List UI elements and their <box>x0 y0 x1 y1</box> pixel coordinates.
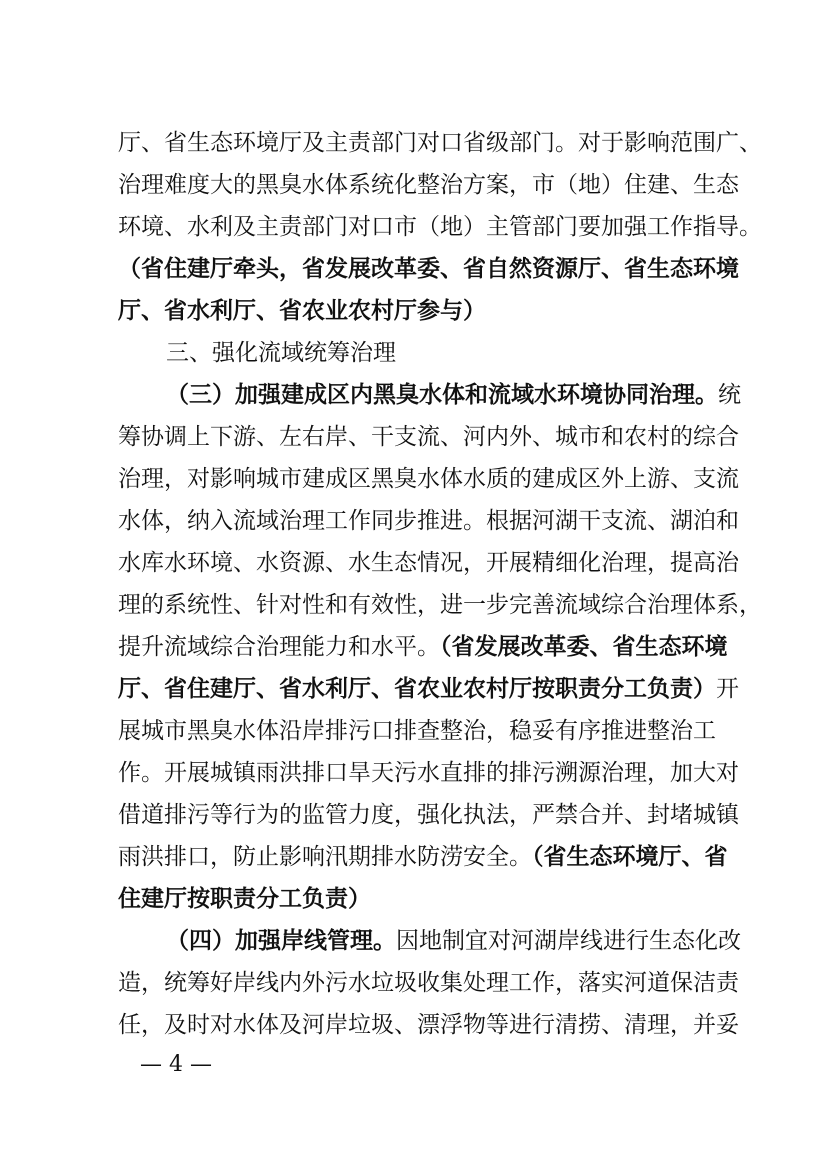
bold-text-span: 厅、省住建厅、省水利厅、省农业农村厅按职责分工负责） <box>118 675 716 702</box>
text-line <box>118 461 739 497</box>
text-line <box>118 293 712 329</box>
text-span: 开 <box>716 676 739 702</box>
text-line <box>118 545 739 581</box>
text-line <box>118 587 762 623</box>
bold-text-span: （省发展改革委、省生态环境 <box>440 633 728 660</box>
text-line <box>118 629 728 665</box>
text-span: 雨洪排口，防止影响汛期排水防涝安全。 <box>118 844 532 870</box>
text-line <box>118 209 762 245</box>
heading-text: 三、强化流域统筹治理 <box>166 340 396 366</box>
text-span: 水体，纳入流域治理工作同步推进。根据河湖干支流、湖泊和 <box>118 508 739 534</box>
bold-text-span: 住建厅按职责分工负责） <box>118 885 371 912</box>
text-line <box>166 377 741 413</box>
text-line <box>118 1007 739 1043</box>
text-line <box>118 797 739 833</box>
text-line <box>118 755 739 791</box>
text-span: 厅、省生态环境厅及主责部门对口省级部门。对于影响范围广、 <box>118 130 762 156</box>
bold-text-span: （省住建厅牵头，省发展改革委、省自然资源厅、省生态环境 <box>118 255 739 282</box>
text-span: 理的系统性、针对性和有效性，进一步完善流域综合治理体系， <box>118 592 762 618</box>
text-span: 造，统筹好岸线内外污水垃圾收集处理工作，落实河道保洁责 <box>118 970 739 996</box>
text-span: 提升流域综合治理能力和水平。 <box>118 634 440 660</box>
text-line <box>118 419 739 455</box>
text-line <box>118 251 739 287</box>
text-line <box>118 671 739 707</box>
text-line <box>118 881 712 917</box>
text-span: 水库水环境、水资源、水生态情况，开展精细化治理，提高治 <box>118 550 739 576</box>
bold-text-span: 厅、省水利厅、省农业农村厅参与） <box>118 297 486 324</box>
subsection-heading: （三）加强建成区内黑臭水体和流域水环境协同治理。 <box>166 381 718 408</box>
text-span: 治理，对影响城市建成区黑臭水体水质的建成区外上游、支流 <box>118 466 739 492</box>
text-line <box>118 503 739 539</box>
text-line <box>118 125 762 161</box>
subsection-heading: （四）加强岸线管理。 <box>166 927 396 954</box>
text-span: 筹协调上下游、左右岸、干支流、河内外、城市和农村的综合 <box>118 424 739 450</box>
text-span: 任，及时对水体及河岸垃圾、漂浮物等进行清捞、清理，并妥 <box>118 1012 739 1038</box>
text-line <box>166 923 741 959</box>
text-span: 统 <box>718 382 741 408</box>
text-span: 作。开展城镇雨洪排口旱天污水直排的排污溯源治理，加大对 <box>118 760 739 786</box>
page-number: — 4 — <box>140 1052 212 1077</box>
text-span: 展城市黑臭水体沿岸排污口排查整治，稳妥有序推进整治工 <box>118 718 716 744</box>
bold-text-span: （省生态环境厅、省 <box>532 843 728 870</box>
section-heading <box>166 335 712 371</box>
text-span: 治理难度大的黑臭水体系统化整治方案，市（地）住建、生态 <box>118 172 739 198</box>
text-line <box>118 167 739 203</box>
text-line <box>118 965 739 1001</box>
text-line <box>118 713 716 749</box>
text-line <box>118 839 728 875</box>
text-span: 环境、水利及主责部门对口市（地）主管部门要加强工作指导。 <box>118 214 762 240</box>
text-span: 因地制宜对河湖岸线进行生态化改 <box>396 928 741 954</box>
text-span: 借道排污等行为的监管力度，强化执法，严禁合并、封堵城镇 <box>118 802 739 828</box>
